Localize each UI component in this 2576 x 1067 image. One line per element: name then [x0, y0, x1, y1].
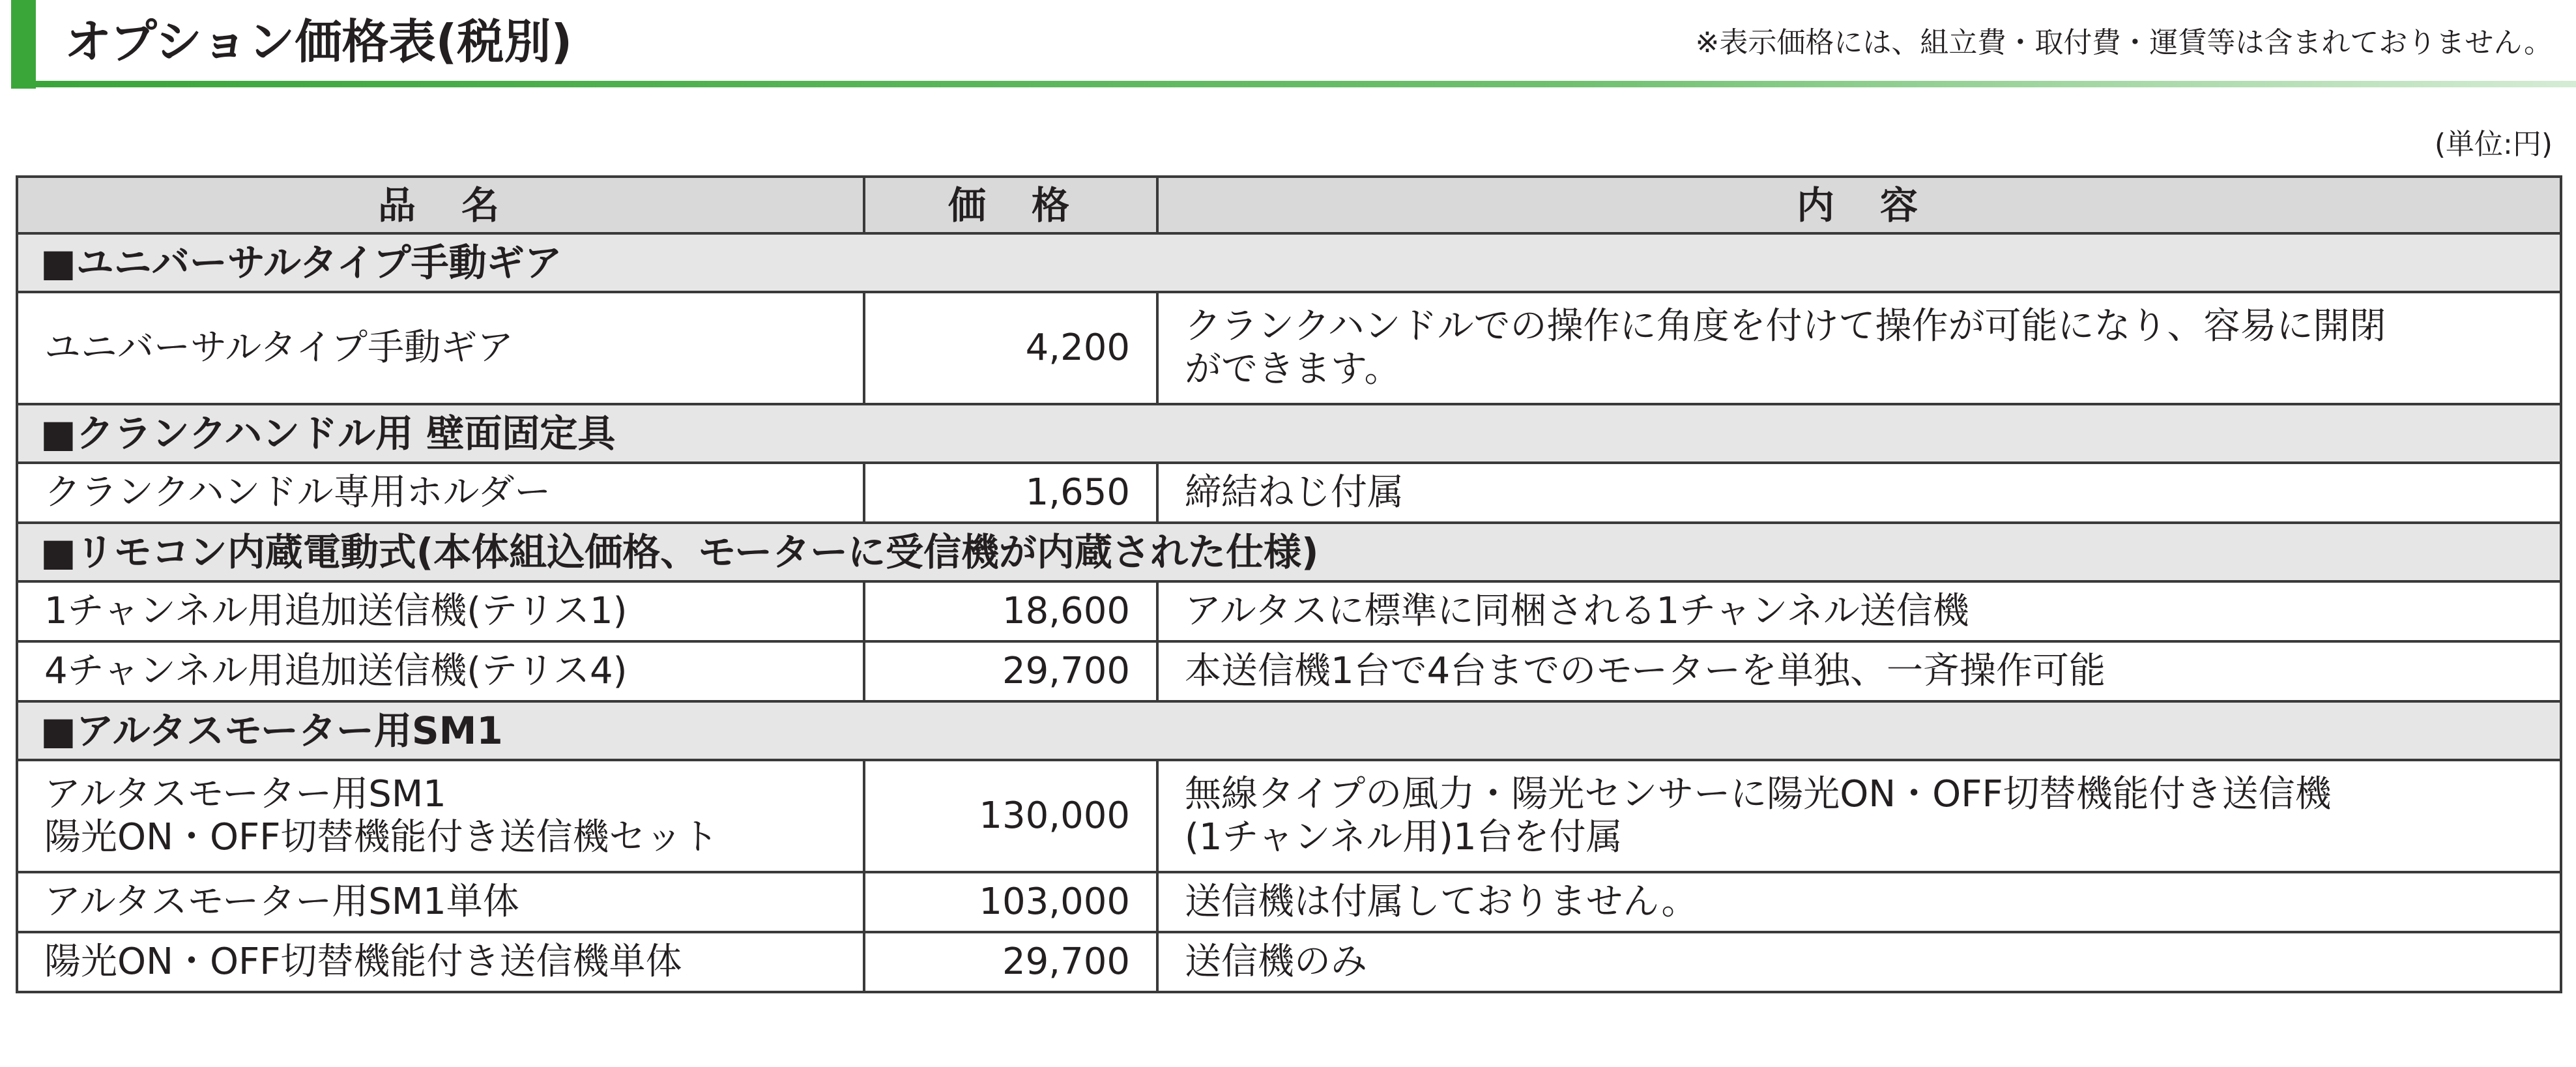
- item-price: 29,700: [864, 641, 1157, 701]
- section-row: [17, 701, 2561, 760]
- item-name-line: アルタスモーター用SM1単体: [44, 881, 519, 923]
- item-name: [17, 760, 864, 872]
- column-header-name: 品 名: [17, 177, 864, 233]
- section-title: ■アルタスモーター用SM1: [17, 701, 2561, 760]
- item-price: 29,700: [864, 932, 1157, 992]
- table-row: [17, 760, 2561, 872]
- table-row: [17, 292, 2561, 404]
- item-description-line: 締結ねじ付属: [1185, 471, 1404, 514]
- item-name-line: 陽光ON・OFF切替機能付き送信機単体: [44, 941, 682, 983]
- item-description-line: 送信機のみ: [1185, 941, 1367, 983]
- table-row: [17, 872, 2561, 932]
- column-header-price: 価 格: [864, 177, 1157, 233]
- item-name: [17, 932, 864, 992]
- table-header-row: [17, 177, 2561, 233]
- table-row: [17, 932, 2561, 992]
- section-title: ■リモコン内蔵電動式(本体組込価格、モーターに受信機が内蔵された仕様): [17, 523, 2561, 581]
- price-note: ※表示価格には、組立費・取付費・運賃等は含まれておりません。: [1695, 26, 2553, 59]
- item-name-line: 1チャンネル用追加送信機(テリス1): [44, 590, 628, 632]
- table-row: [17, 581, 2561, 641]
- header-accent-bar: [11, 0, 36, 89]
- table-row: [17, 463, 2561, 523]
- item-price: 18,600: [864, 581, 1157, 641]
- item-name-line: ユニバーサルタイプ手動ギア: [44, 327, 514, 369]
- item-description-line: クランクハンドルでの操作に角度を付けて操作が可能になり、容易に開閉: [1185, 305, 2386, 347]
- item-price: 4,200: [864, 292, 1157, 404]
- item-description-line: 送信機は付属しておりません。: [1185, 881, 1698, 923]
- item-price: 103,000: [864, 872, 1157, 932]
- item-name-line: アルタスモーター用SM1: [44, 773, 446, 815]
- section-row: [17, 233, 2561, 292]
- item-description-line: (1チャンネル用)1台を付属: [1185, 816, 1623, 858]
- column-header-description: 内 容: [1157, 177, 2561, 233]
- item-description: [1157, 760, 2561, 872]
- item-name: [17, 463, 864, 523]
- price-table: [16, 175, 2562, 993]
- item-name-line: 陽光ON・OFF切替機能付き送信機セット: [44, 816, 719, 858]
- item-description-line: 本送信機1台で4台までのモーターを単独、一斉操作可能: [1185, 650, 2106, 692]
- item-description: [1157, 932, 2561, 992]
- section-title: ■クランクハンドル用 壁面固定具: [17, 404, 2561, 463]
- item-description: [1157, 641, 2561, 701]
- item-name: [17, 641, 864, 701]
- page-title: オプション価格表(税別): [65, 14, 573, 69]
- item-description: [1157, 872, 2561, 932]
- section-title: ■ユニバーサルタイプ手動ギア: [17, 233, 2561, 292]
- item-description-line: 無線タイプの風力・陽光センサーに陽光ON・OFF切替機能付き送信機: [1185, 773, 2332, 815]
- item-description-line: アルタスに標準に同梱される1チャンネル送信機: [1185, 590, 1969, 632]
- unit-label: (単位:円): [2434, 128, 2553, 161]
- item-description: [1157, 292, 2561, 404]
- item-name: [17, 292, 864, 404]
- section-row: [17, 523, 2561, 581]
- item-description-line: ができます。: [1185, 348, 1401, 390]
- item-name: [17, 872, 864, 932]
- page-header: [11, 0, 2576, 89]
- item-price: 1,650: [864, 463, 1157, 523]
- item-name: [17, 581, 864, 641]
- item-name-line: 4チャンネル用追加送信機(テリス4): [44, 650, 628, 692]
- header-underline: [36, 81, 2576, 87]
- section-row: [17, 404, 2561, 463]
- item-description: [1157, 581, 2561, 641]
- item-name-line: クランクハンドル専用ホルダー: [44, 471, 551, 514]
- item-price: 130,000: [864, 760, 1157, 872]
- item-description: [1157, 463, 2561, 523]
- table-row: [17, 641, 2561, 701]
